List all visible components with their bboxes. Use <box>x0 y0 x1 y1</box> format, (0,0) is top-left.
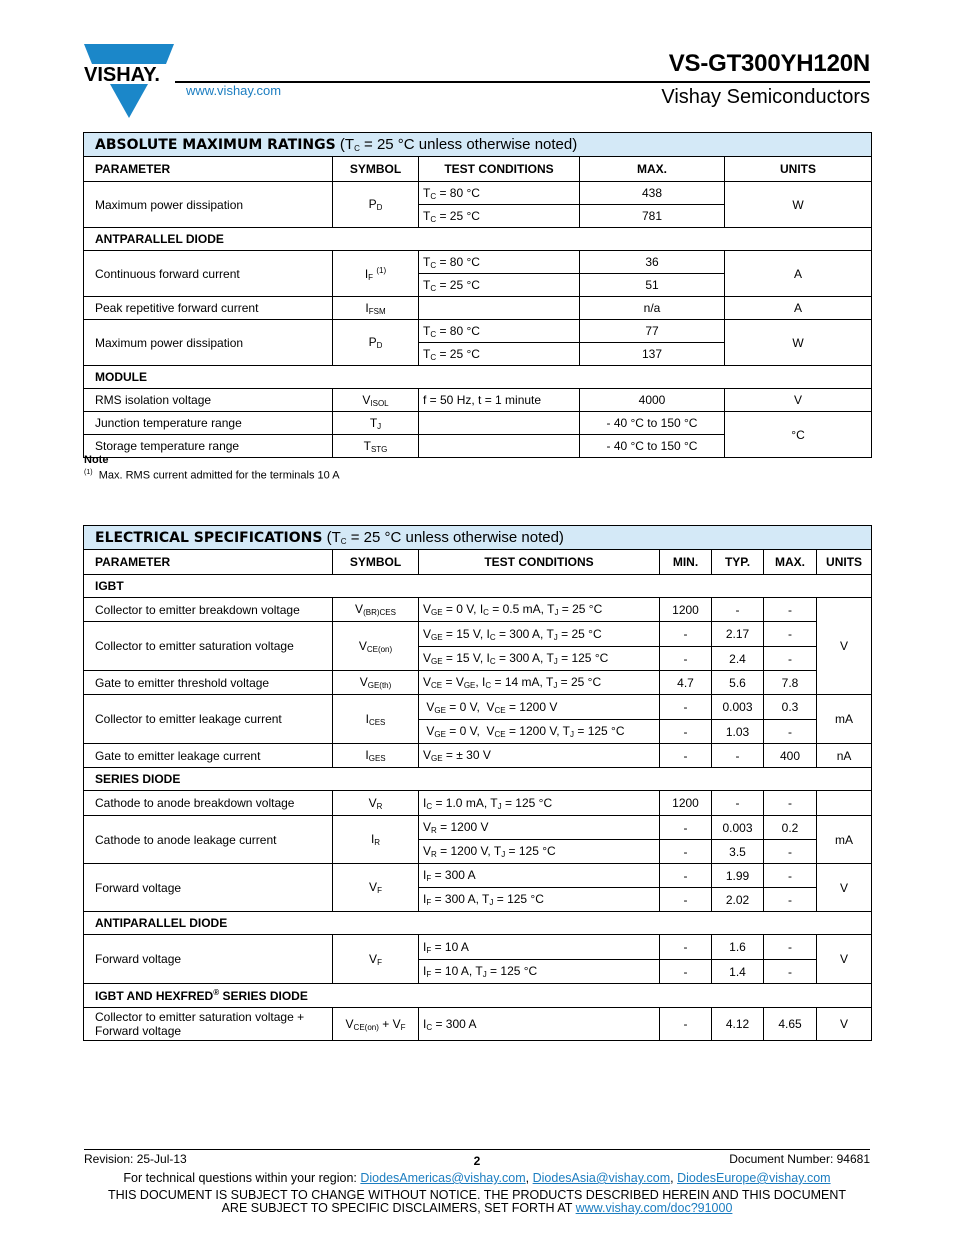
section-row: MODULE <box>84 366 872 389</box>
disclaimer-link[interactable]: www.vishay.com/doc?91000 <box>575 1201 733 1215</box>
table-row: Gate to emitter threshold voltage $V_{GE(th)}$ $V_{CE} = V_{GE}$, $I_C = 14$ mA, $T_J = 25$ °C 4.7 5.6 7.8 <box>84 671 872 695</box>
page-number: 2 <box>473 1154 481 1168</box>
table-row: Forward voltage $V_F$ $I_F = 10$ A - 1.6 - V <box>84 935 872 960</box>
table-row: Continuous forward current $I_F$ $^{(1)}$ $T_C = 80$ °C 36 A <box>84 251 872 274</box>
section-row: ANTPARALLEL DIODE <box>84 228 872 251</box>
table-row: Collector to emitter breakdown voltage $V_{(BR)CES}$ $V_{GE} = 0$ V, $I_C = 0.5$ mA, $T_J = 25$ °C 1200 - - V <box>84 598 872 622</box>
email-asia-link[interactable]: DiodesAsia@vishay.com <box>532 1171 671 1185</box>
table-row: $T_C = 25$ °C 51 <box>84 274 872 297</box>
table-row: $I_F = 300$ A, $T_J = 125$ °C - 2.02 - <box>84 888 872 912</box>
email-europe-link[interactable]: DiodesEurope@vishay.com <box>677 1171 831 1185</box>
table-row: Storage temperature range $T_{STG}$ - 40 °C to 150 °C <box>84 435 872 458</box>
table-row: $V_{GE} = 0$ V, $V_{CE} = 1200$ V, $T_J = 125$ °C - 1.03 - <box>84 720 872 744</box>
logo-wordmark: VISHAY. <box>84 64 160 86</box>
table-title: ELECTRICAL SPECIFICATIONS ($T_C = 25$ °C unless otherwise noted) <box>84 526 872 550</box>
table-row: Collector to emitter saturation voltage $V_{CE(on)}$ $V_{GE} = 15$ V, $I_C = 300$ A, $T_J = 25$ °C - 2.17 - <box>84 622 872 647</box>
table-row: Junction temperature range $T_J$ - 40 °C to 150 °C °C <box>84 412 872 435</box>
vishay-logo <box>84 44 176 125</box>
table-row: Maximum power dissipation $P_D$ $T_C = 80$ °C 438 W <box>84 182 872 205</box>
table-row: Cathode to anode leakage current $I_R$ $V_R = 1200$ V - 0.003 0.2 mA <box>84 816 872 840</box>
table-row: $V_{GE} = 15$ V, $I_C = 300$ A, $T_J = 125$ °C - 2.4 - <box>84 647 872 671</box>
revision: Revision: 25-Jul-13 <box>84 1152 187 1166</box>
table-row: Cathode to anode breakdown voltage $V_R$ $I_C = 1.0$ mA, $T_J = 125$ °C 1200 - - <box>84 791 872 816</box>
company-name: Vishay Semiconductors <box>661 86 870 108</box>
footer-rule <box>84 1149 870 1150</box>
table-row: RMS isolation voltage $V_{ISOL}$ f = 50 Hz, t = 1 minute 4000 V <box>84 389 872 412</box>
table-row: Maximum power dissipation $P_D$ $T_C = 80$ °C 77 W <box>84 320 872 343</box>
table-row: $T_C = 25$ °C 781 <box>84 205 872 228</box>
table-row: $I_F = 10$ A, $T_J = 125$ °C - 1.4 - <box>84 960 872 984</box>
table-row: $T_C = 25$ °C 137 <box>84 343 872 366</box>
disclaimer: THIS DOCUMENT IS SUBJECT TO CHANGE WITHOUT NOTICE. THE PRODUCTS DESCRIBED HEREIN AND THIS DOCUMENT ARE SUBJECT TO SPECIFIC DISCLAIMERS, SET FORTH AT www.vishay.com/doc?91000 <box>107 1188 847 1215</box>
section-row: IGBT <box>84 575 872 598</box>
absolute-maximum-ratings-table <box>83 132 872 458</box>
table-title: ABSOLUTE MAXIMUM RATINGS ($T_C = 25$ °C unless otherwise noted) <box>84 133 872 157</box>
header-rule <box>175 81 870 83</box>
section-row: IGBT AND HEXFRED® SERIES DIODE <box>84 984 872 1008</box>
table-row: Peak repetitive forward current $I_{FSM}$ n/a A <box>84 297 872 320</box>
table-row: Forward voltage $V_F$ $I_F = 300$ A - 1.99 - V <box>84 864 872 888</box>
document-number: Document Number: 94681 <box>729 1152 870 1166</box>
section-row: SERIES DIODE <box>84 768 872 791</box>
column-headers: PARAMETER SYMBOL TEST CONDITIONS MAX. UNITS <box>84 157 872 182</box>
electrical-specifications-table <box>83 525 872 1041</box>
table-note: Note $^{(1)}$ Max. RMS current admitted for the terminals 10 A <box>84 454 340 482</box>
table-row: $V_R = 1200$ V, $T_J = 125$ °C - 3.5 - <box>84 840 872 864</box>
contact-line: For technical questions within your region: DiodesAmericas@vishay.com, DiodesAsia@vishay.com, DiodesEurope@vishay.com <box>123 1171 831 1185</box>
table-row: Collector to emitter leakage current $I_{CES}$ $V_{GE} = 0$ V, $V_{CE} = 1200$ V - 0.003 0.3 mA <box>84 695 872 720</box>
table-row: Gate to emitter leakage current $I_{GES}$ $V_{GE}$ = ± 30 V - - 400 nA <box>84 744 872 768</box>
part-number: VS-GT300YH120N <box>668 50 870 77</box>
section-row: ANTIPARALLEL DIODE <box>84 912 872 935</box>
email-americas-link[interactable]: DiodesAmericas@vishay.com <box>360 1171 526 1185</box>
website-link[interactable]: www.vishay.com <box>186 83 282 98</box>
table-row: Collector to emitter saturation voltage + Forward voltage $V_{CE(on)} + V_F$ $I_C = 300$ A - 4.12 4.65 V <box>84 1008 872 1041</box>
column-headers: PARAMETER SYMBOL TEST CONDITIONS MIN. TYP. MAX. UNITS <box>84 550 872 575</box>
